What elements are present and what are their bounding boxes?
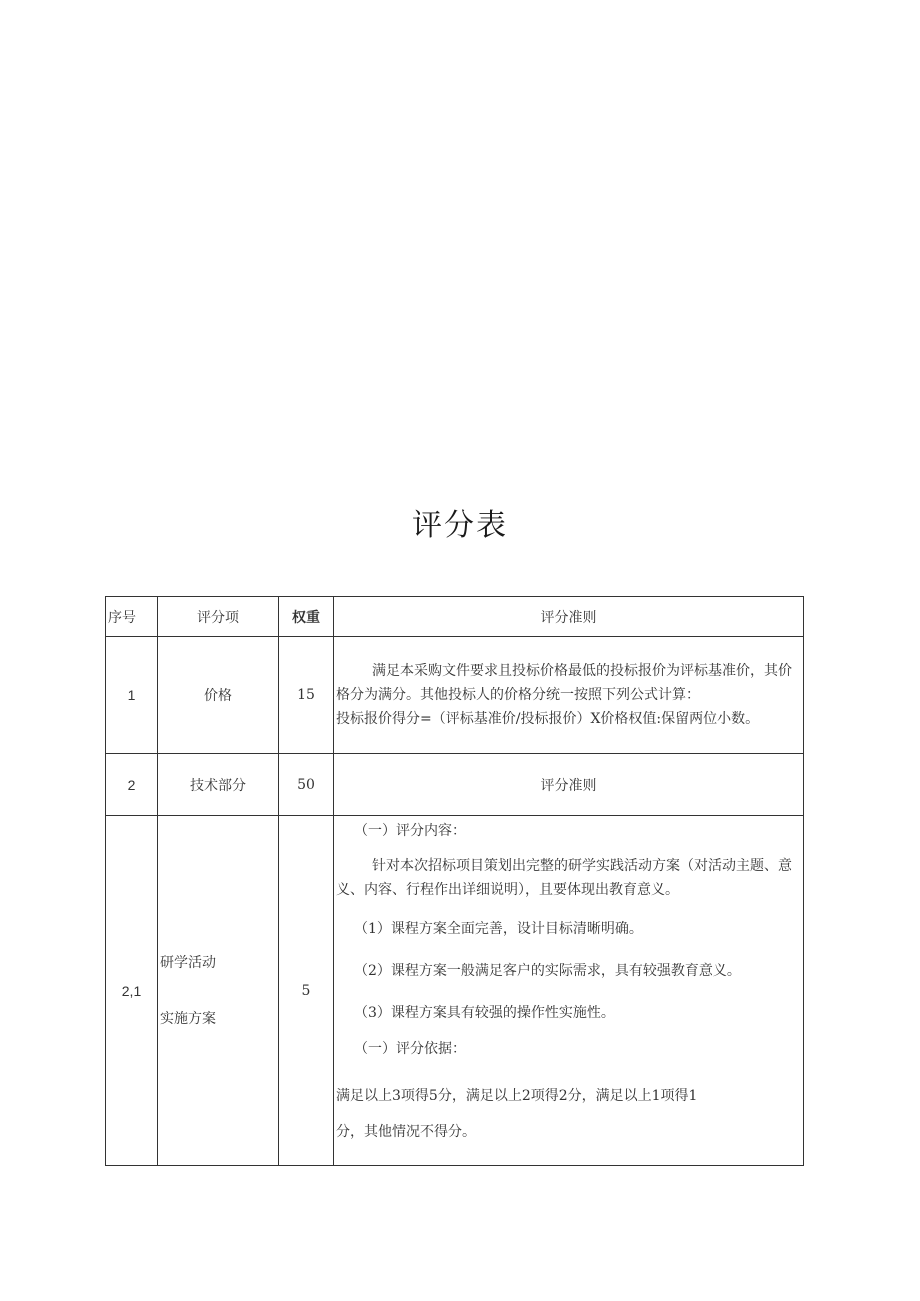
row-num: 2	[106, 754, 158, 816]
point-1: （1）课程方案全面完善，设计目标清晰明确。	[354, 921, 643, 937]
basis-line1: 满足以上3项得5分，满足以上2项得2分，满足以上1项得1	[336, 1088, 698, 1104]
row-criteria: 评分准则	[334, 754, 804, 816]
row-item-line1: 研学活动	[160, 954, 216, 971]
point-2: （2）课程方案一般满足客户的实际需求，具有较强教育意义。	[354, 963, 741, 979]
row-weight: 15	[279, 637, 334, 754]
basis-line2: 分，其他情况不得分。	[336, 1124, 476, 1140]
page-title: 评分表	[412, 508, 508, 543]
content-heading: （一）评分内容：	[354, 823, 466, 839]
content-body: 针对本次招标项目策划出完整的研学实践活动方案（对活动主题、意义、内容、行程作出详细说明），且要体现出教育意义。	[336, 858, 792, 898]
criteria-formula: 投标报价得分=（评标基准价/投标报价）X价格权值:保留两位小数。	[336, 711, 760, 727]
table-row-tech	[106, 754, 804, 816]
row-item	[158, 816, 279, 1166]
row-criteria	[334, 816, 804, 1166]
header-num: 序号	[106, 597, 158, 637]
row-item: 技术部分	[158, 754, 279, 816]
point-3: （3）课程方案具有较强的操作性实施性。	[354, 1005, 615, 1021]
table-header-row	[106, 597, 804, 637]
table-row-price	[106, 637, 804, 754]
header-item: 评分项	[158, 597, 279, 637]
row-weight: 5	[279, 816, 334, 1166]
table-row-research-plan	[106, 816, 804, 1166]
criteria-paragraph: 满足本采购文件要求且投标价格最低的投标报价为评标基准价，其价格分为满分。其他投标人的价格分统一按照下列公式计算：	[336, 663, 792, 703]
row-criteria	[334, 637, 804, 754]
row-item: 价格	[158, 637, 279, 754]
row-num: 2,1	[106, 816, 158, 1166]
basis-heading: （一）评分依据：	[354, 1041, 466, 1057]
header-criteria: 评分准则	[334, 597, 804, 637]
scoring-table	[105, 596, 804, 1166]
row-weight: 50	[279, 754, 334, 816]
row-item-line2: 实施方案	[160, 1010, 216, 1027]
row-num: 1	[106, 637, 158, 754]
header-weight: 权重	[279, 597, 334, 637]
